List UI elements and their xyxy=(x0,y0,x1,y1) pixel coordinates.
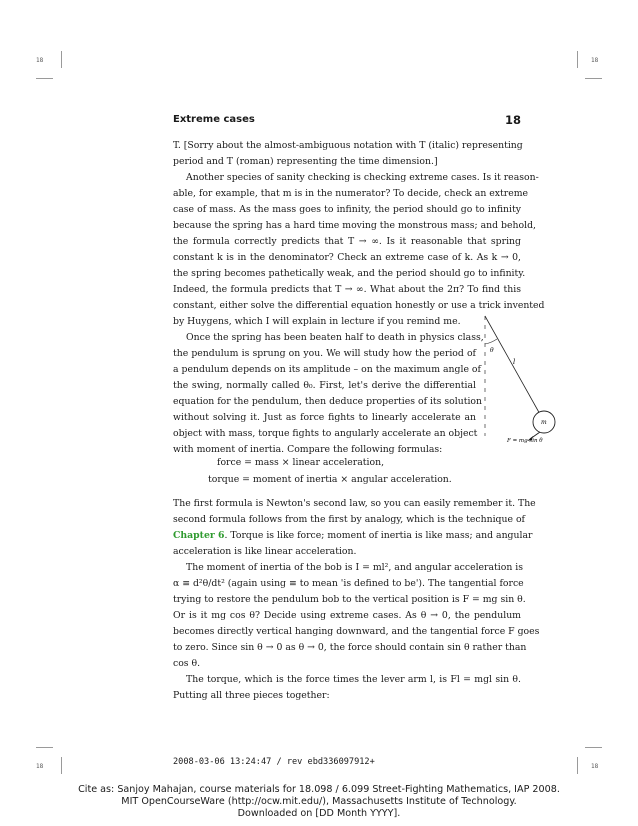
body-line: a pendulum depends on its amplitude – on the maximum angle of xyxy=(173,364,481,375)
force-label: F = mg sin θ xyxy=(507,438,543,444)
body-line: Or is it mg cos θ? Decide using extreme cases. As θ → 0, the pendulum xyxy=(173,610,521,621)
crop-mark-top-right-h xyxy=(585,78,602,79)
body-line: object with mass, torque fights to angularly accelerate an object xyxy=(173,428,478,439)
body-line: acceleration is like linear acceleration. xyxy=(173,546,357,557)
body-line: able, for example, that m is in the numerator? To decide, check an extreme xyxy=(173,188,529,199)
crop-page-number-top-right: 18 xyxy=(591,57,599,64)
pendulum-rod xyxy=(485,316,541,416)
crop-mark-top-right-v xyxy=(577,51,578,68)
body-line: trying to restore the pendulum bob to the vertical position is F = mg sin θ. xyxy=(173,594,526,605)
body-line: period and T (roman) representing the time dimension.] xyxy=(173,156,438,167)
body-line: Once the spring has been beaten half to death in physics class, xyxy=(186,332,484,343)
section-title: Extreme cases xyxy=(173,114,255,125)
body-line: case of mass. As the mass goes to infinity, the period should go to infinity xyxy=(173,204,521,215)
running-header xyxy=(173,114,521,128)
crop-mark-bottom-right-h xyxy=(585,747,602,748)
body-line: by Huygens, which I will explain in lecture if you remind me. xyxy=(173,316,461,327)
body-line: second formula follows from the first by analogy, which is the technique of xyxy=(173,514,525,525)
body-line: T. [Sorry about the almost-ambiguous notation with T (italic) representing xyxy=(173,140,523,151)
crop-page-number-bottom-left: 18 xyxy=(36,763,44,770)
body-line: becomes directly vertical hanging downward, and the tangential force F goes xyxy=(173,626,540,637)
citation-line: MIT OpenCourseWare (http://ocw.mit.edu/), Massachusetts Institute of Technology. xyxy=(121,796,517,807)
body-line: the swing, normally called θ₀. First, let's derive the differential xyxy=(173,380,476,391)
crop-page-number-top-left: 18 xyxy=(36,57,44,64)
citation-line: Cite as: Sanjoy Mahajan, course materials for 18.098 / 6.099 Street-Fighting Mathematics, IAP 2008. xyxy=(78,784,560,795)
body-line: The moment of inertia of the bob is I = ml², and angular acceleration is xyxy=(186,562,524,573)
body-line: α ≡ d²θ/dt² (again using ≡ to mean 'is defined to be'). The tangential force xyxy=(173,578,524,589)
crop-mark-bottom-left-h xyxy=(36,747,53,748)
length-label: l xyxy=(513,358,516,366)
body-line: equation for the pendulum, then deduce properties of its solution xyxy=(173,396,483,407)
body-line xyxy=(173,528,532,544)
body-line: Indeed, the formula predicts that T → ∞. What about the 2π? To find this xyxy=(173,284,521,295)
body-line: the spring becomes pathetically weak, and the period should go to infinity. xyxy=(173,268,526,279)
crop-mark-bottom-right-v xyxy=(577,757,578,774)
crop-mark-top-left-v xyxy=(61,51,62,68)
body-line: because the spring has a hard time moving the monstrous mass; and behold, xyxy=(173,220,536,231)
equation-torque: torque = moment of inertia × angular acceleration. xyxy=(208,474,452,485)
body-line: without solving it. Just as force fights to linearly accelerate an xyxy=(173,412,476,423)
body-line: the formula correctly predicts that T → ∞. Is it reasonable that spring xyxy=(173,236,521,247)
body-line: cos θ. xyxy=(173,658,201,669)
body-line: Another species of sanity checking is checking extreme cases. Is it reason- xyxy=(186,172,539,183)
body-line: with moment of inertia. Compare the following formulas: xyxy=(173,444,443,455)
body-line: constant k is in the denominator? Check an extreme case of k. As k → 0, xyxy=(173,252,521,263)
body-line: to zero. Since sin θ → 0 as θ → 0, the force should contain sin θ rather than xyxy=(173,642,527,653)
body-line: The torque, which is the force times the lever arm l, is Fl = mgl sin θ. xyxy=(186,674,521,685)
crop-mark-top-left-h xyxy=(36,78,53,79)
crop-page-number-bottom-right: 18 xyxy=(591,763,599,770)
crop-mark-bottom-left-v xyxy=(61,757,62,774)
angle-arc xyxy=(485,339,497,344)
angle-label: θ xyxy=(490,347,494,354)
revision-timestamp: 2008-03-06 13:24:47 / rev ebd336097912+ xyxy=(173,757,375,767)
body-line-rest: . Torque is like force; moment of inertia is like mass; and angular xyxy=(224,530,533,541)
body-line: Putting all three pieces together: xyxy=(173,690,330,701)
page-number: 18 xyxy=(504,113,521,127)
chapter-6-link[interactable]: Chapter 6 xyxy=(173,530,225,541)
mass-label: m xyxy=(541,419,547,426)
body-line: The first formula is Newton's second law, so you can easily remember it. The xyxy=(173,498,536,509)
body-line: constant, either solve the differential equation honestly or use a trick invented xyxy=(173,300,545,311)
citation-line: Downloaded on [DD Month YYYY]. xyxy=(237,808,401,819)
equation-force: force = mass × linear acceleration, xyxy=(217,457,385,468)
pendulum-figure xyxy=(480,312,580,447)
body-line: the pendulum is sprung on you. We will study how the period of xyxy=(173,348,476,359)
